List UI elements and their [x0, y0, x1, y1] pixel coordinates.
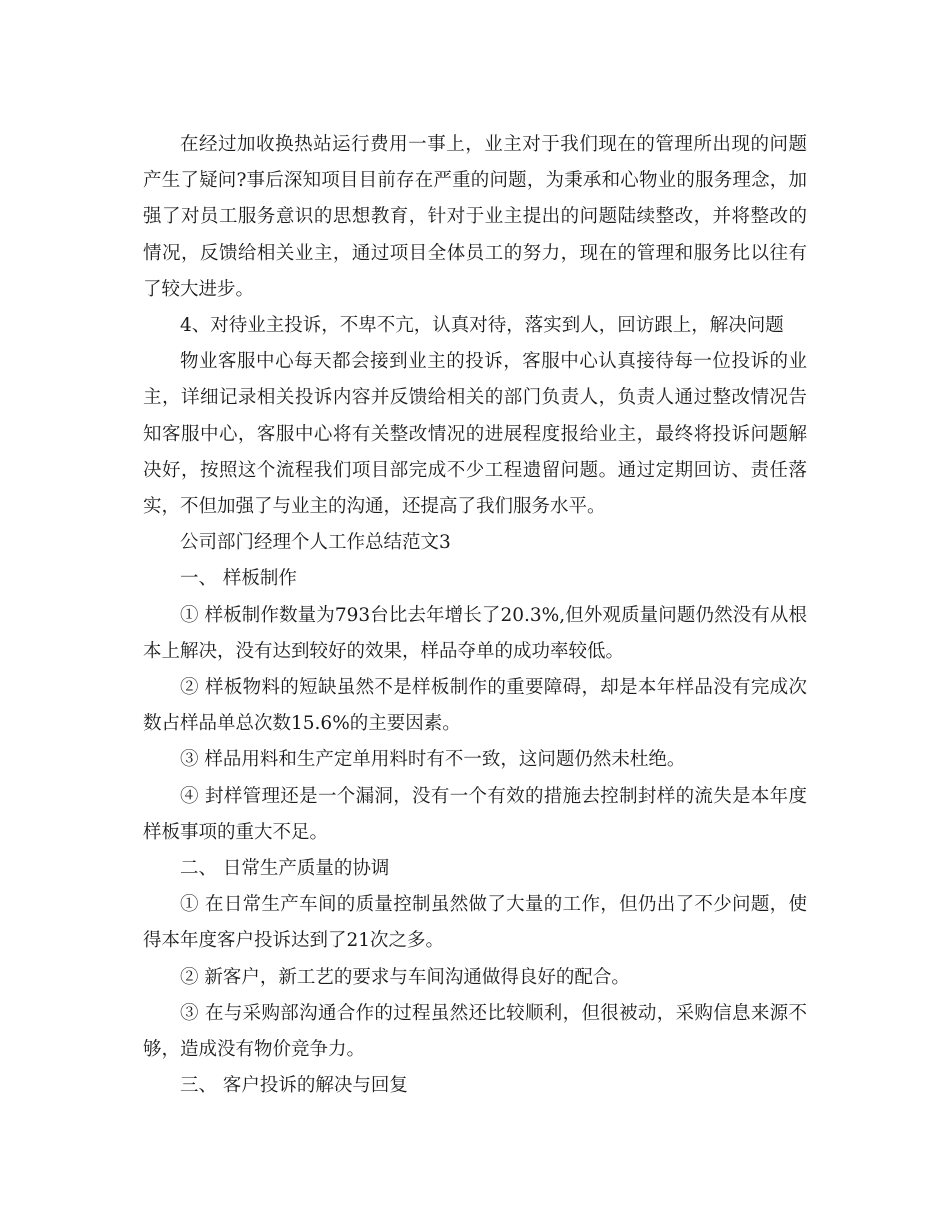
list-item-sample-3: ③ 样品用料和生产定单用料时有不一致，这问题仍然未杜绝。 — [180, 749, 686, 771]
list-item-sample-1: ① 样板制作数量为793台比去年增长了20.3%,但外观质量问题仍然没有从根本上解决，没有达到较好的效果，样品夺单的成功率较低。 — [143, 604, 807, 662]
section-title-sample-3: 公司部门经理个人工作总结范文3 — [180, 532, 451, 554]
list-item-sample-4: ④ 封样管理还是一个漏洞，没有一个有效的措施去控制封样的流失是本年度样板事项的重大不足。 — [143, 785, 807, 843]
list-item-quality-1: ① 在日常生产车间的质量控制虽然做了大量的工作，但仍出了不少问题，使得本年度客户投诉达到了21次之多。 — [143, 894, 807, 952]
heading-sample-making: 一、 样板制作 — [180, 568, 297, 590]
paragraph-heating-station-fee: 在经过加收换热站运行费用一事上，业主对于我们现在的管理所出现的问题产生了疑问?事后深知项目目前存在严重的问题，为秉承和心物业的服务理念，加强了对员工服务意识的思想教育，针对于业主提出的问题陆续整改，并将整改的情况，反馈给相关业主，通过项目全体员工的努力，现在的管理和服务比以往有了较大进步。 — [143, 134, 807, 300]
heading-quality-coordination: 二、 日常生产质量的协调 — [180, 858, 390, 880]
list-item-quality-3: ③ 在与采购部沟通合作的过程虽然还比较顺利，但很被动，采购信息来源不够，造成没有物价竞争力。 — [143, 1002, 807, 1061]
document-body — [143, 127, 807, 1104]
heading-handle-complaints: 4、对待业主投诉，不卑不亢，认真对待，落实到人，回访跟上，解决问题 — [180, 315, 784, 337]
list-item-quality-2: ② 新客户，新工艺的要求与车间沟通做得良好的配合。 — [180, 966, 630, 988]
paragraph-service-center: 物业客服中心每天都会接到业主的投诉，客服中心认真接待每一位投诉的业主，详细记录相关投诉内容并反馈给相关的部门负责人，负责人通过整改情况告知客服中心，客服中心将有关整改情况的进展程度报给业主，最终将投诉问题解决好，按照这个流程我们项目部完成不少工程遗留问题。通过定期回访、责任落实，不但加强了与业主的沟通，还提高了我们服务水平。 — [143, 351, 807, 518]
heading-customer-complaints: 三、 客户投诉的解决与回复 — [180, 1075, 408, 1097]
list-item-sample-2: ② 样板物料的短缺虽然不是样板制作的重要障碍，却是本年样品没有完成次数占样品单总次数15.6%的主要因素。 — [143, 677, 807, 735]
